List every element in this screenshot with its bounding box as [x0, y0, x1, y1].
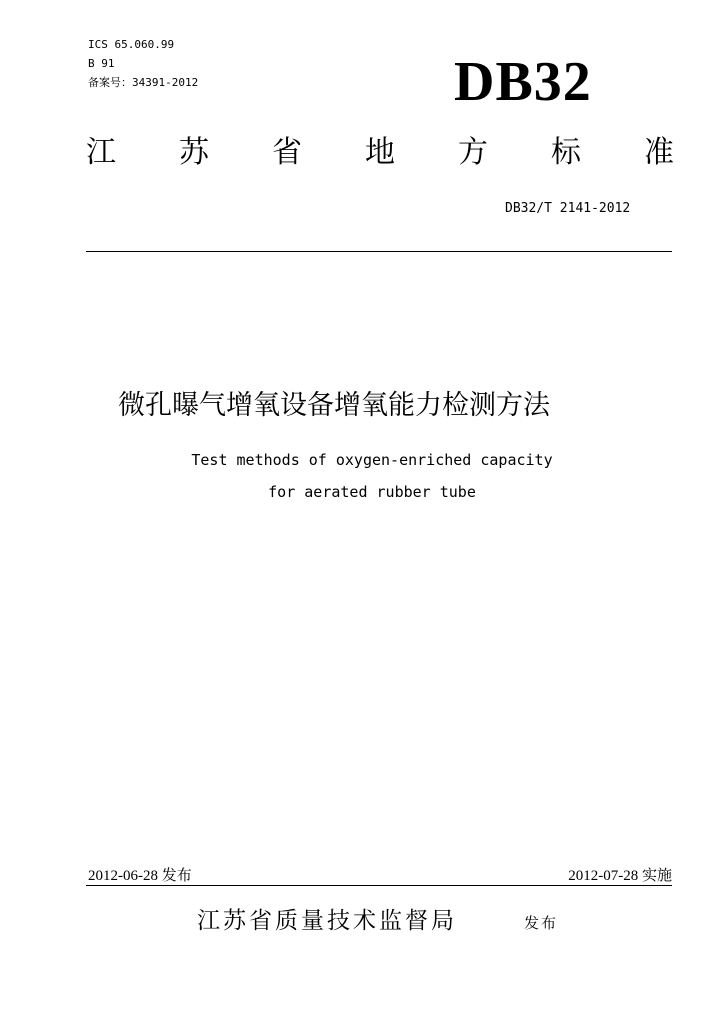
- issuer-suffix: 发布: [524, 914, 559, 932]
- category-char: 方: [458, 135, 488, 170]
- publish-date: 2012-06-28 发布: [88, 868, 192, 884]
- implement-date: 2012-07-28 实施: [568, 868, 672, 884]
- standard-number: DB32/T 2141-2012: [505, 201, 631, 216]
- standard-logo: DB32: [454, 51, 592, 113]
- record-number: 备案号：34391-2012: [88, 76, 199, 89]
- top-divider: [86, 251, 672, 252]
- category-char: 地: [365, 135, 395, 170]
- category-char: 准: [644, 135, 674, 170]
- english-title-line1: Test methods of oxygen-enriched capacity: [191, 451, 553, 469]
- chinese-title: 微孔曝气增氧设备增氧能力检测方法: [118, 390, 550, 421]
- category-char: 苏: [179, 135, 209, 170]
- ccs-code: B 91: [88, 57, 115, 70]
- issuer-name: 江苏省质量技术监督局: [197, 908, 457, 934]
- standard-category: [86, 135, 674, 171]
- category-char: 江: [86, 135, 116, 170]
- category-char: 标: [551, 135, 581, 170]
- bottom-divider: [86, 885, 672, 886]
- ics-code: ICS 65.060.99: [88, 38, 175, 51]
- english-title-line2: for aerated rubber tube: [268, 483, 476, 501]
- category-char: 省: [272, 135, 302, 170]
